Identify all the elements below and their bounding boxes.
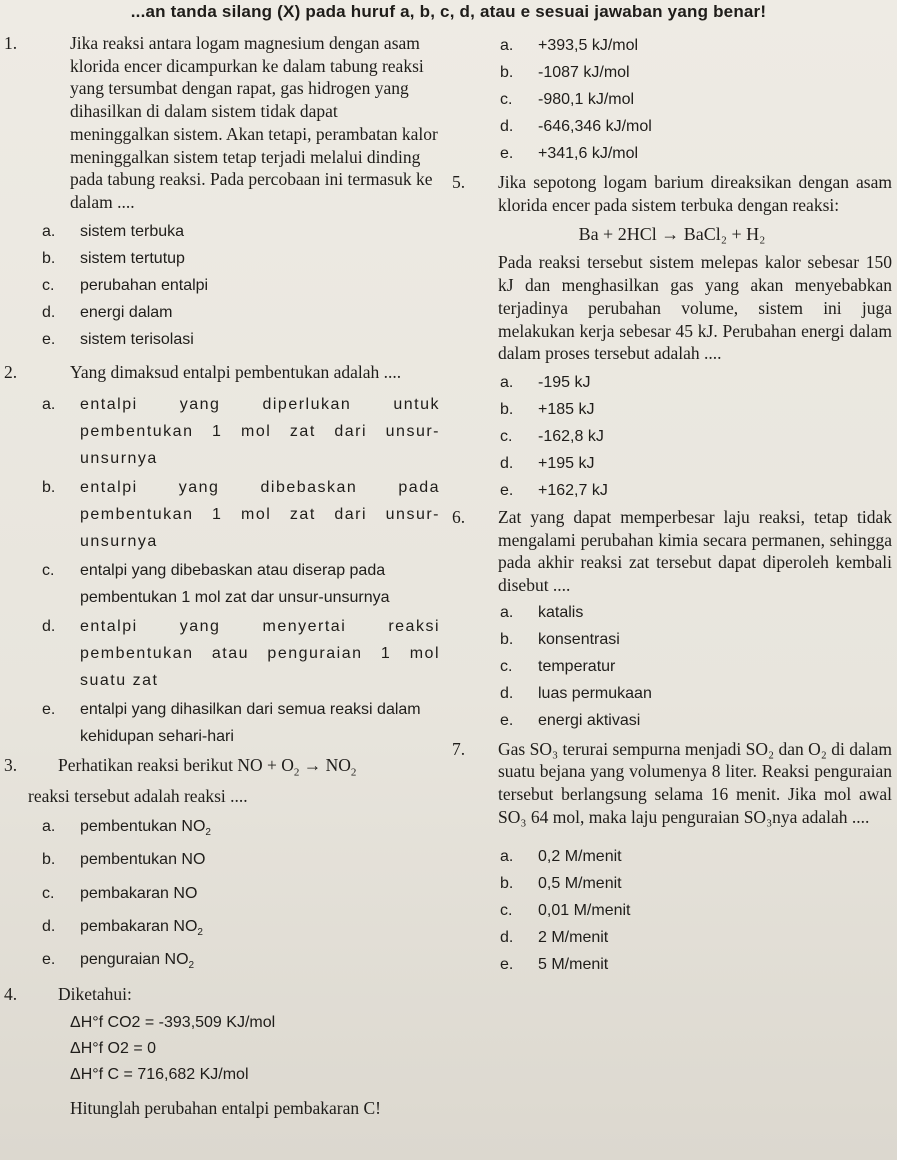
option-e[interactable]: e. penguraian $NO_2$ — [42, 950, 195, 972]
question-text: Diketahui: — [58, 984, 132, 1005]
option-a[interactable]: a. -195 kJ — [500, 373, 591, 391]
question-1 — [2, 32, 438, 214]
option-a[interactable]: a. sistem terbuka — [42, 222, 185, 240]
option-c[interactable]: c. temperatur — [500, 657, 616, 675]
question-number: 2. — [4, 361, 18, 382]
question-text: Zat yang dapat memperbesar laju reaksi, tetap tidak mengalami perubahan kimia secara permanen, sehingga pada akhir reaksi zat tersebut dapat diperoleh kembali disebut .... — [498, 506, 892, 596]
given-co2: ΔH°f CO2 = -393,509 KJ/mol — [70, 1013, 276, 1031]
question-4 — [2, 983, 438, 1006]
question-text-2: reaksi tersebut adalah reaksi .... — [28, 785, 248, 806]
question-number: 1. — [4, 33, 18, 53]
question-number: 7. — [452, 738, 466, 759]
option-a[interactable]: a. katalis — [500, 603, 584, 621]
question-5-text-2: Pada reaksi tersebut sistem melepas kalor sebesar 150 kJ dan menghasilkan gas yang akan menyebabkan terjadinya perubahan volume, sistem ini juga melakukan kerja sebesar 45 kJ. Perubahan energi dalam dalam proses tersebut adalah .... — [498, 252, 892, 364]
option-b[interactable]: b. konsentrasi — [500, 630, 620, 648]
option-a[interactable]: a. pembentukan $NO_2$ — [42, 818, 211, 839]
question-number: 4. — [4, 984, 18, 1005]
option-e[interactable]: e. entalpi yang dihasilkan dari semua reaksi dalam kehidupan sehari-hari — [42, 701, 421, 746]
option-b[interactable]: b. pembentukan NO — [42, 851, 206, 869]
option-a[interactable]: a. 0,2 M/menit — [500, 847, 622, 865]
q1-answer-c[interactable]: c. -980,1 kJ/mol — [500, 91, 635, 108]
option-c[interactable]: c. entalpi yang dibebaskan atau diserap pada pembentukan 1 mol zat dar unsur-unsurnya — [42, 562, 390, 607]
reaction-equation: Ba + 2HCl → BaCl₂ + H₂ — [578, 224, 766, 245]
question-text: Perhatikan reaksi berikut NO + $O_2 \to NO_2$ — [58, 755, 357, 779]
question-text: Gas SO₃ terurai sempurna menjadi SO₂ dan O₂ di dalam suatu bejana yang volumenya 8 liter. Reaksi penguraian tersebut berlangsung selama 16 menit. Jika mol awal SO₃ 64 mol, maka laju penguraian SO₃nya adalah .... — [498, 738, 892, 827]
option-c[interactable]: c. pembakaran NO — [42, 884, 198, 902]
option-e[interactable]: e. +162,7 kJ — [500, 481, 608, 499]
option-d[interactable]: d. entalpi yang menyertai reaksi pembentukan atau penguraian 1 mol suatu zat — [42, 618, 440, 690]
right-column — [452, 32, 892, 978]
option-d[interactable]: d. luas permukaan — [500, 684, 652, 702]
option-e[interactable]: e. energi aktivasi — [500, 711, 641, 729]
question-3 — [2, 754, 438, 807]
question-4-ask: Hitunglah perubahan entalpi pembakaran C! — [70, 1097, 382, 1118]
option-d[interactable]: d. energi dalam — [42, 303, 173, 321]
question-6 — [452, 506, 892, 597]
option-d[interactable]: d. 2 M/menit — [500, 928, 609, 946]
option-c[interactable]: c. -162,8 kJ — [500, 427, 604, 445]
left-column — [2, 32, 438, 1119]
option-e[interactable]: e. sistem terisolasi — [42, 330, 194, 348]
q1-answer-b[interactable]: b. -1087 kJ/mol — [500, 64, 630, 81]
instruction-header: ...an tanda silang (X) pada huruf a, b, c, d, atau e sesuai jawaban yang benar! — [130, 2, 767, 21]
question-2 — [2, 361, 438, 384]
option-d[interactable]: d. +195 kJ — [500, 454, 595, 472]
question-text: Yang dimaksud entalpi pembentukan adalah .... — [70, 361, 402, 382]
option-b[interactable]: b. sistem tertutup — [42, 249, 185, 267]
option-b[interactable]: b. entalpi yang dibebaskan pada pembentukan 1 mol zat dari unsur-unsurnya — [42, 479, 440, 551]
option-b[interactable]: b. +185 kJ — [500, 400, 595, 418]
question-number: 5. — [452, 172, 466, 192]
given-o2: ΔH°f O2 = 0 — [70, 1039, 157, 1057]
option-e[interactable]: e. 5 M/menit — [500, 955, 609, 973]
question-number: 3. — [4, 755, 18, 776]
q1-answer-d[interactable]: d. -646,346 kJ/mol — [500, 118, 652, 135]
option-d[interactable]: d. pembakaran $NO_2$ — [42, 917, 203, 938]
option-c[interactable]: c. perubahan entalpi — [42, 276, 209, 294]
q1-answer-e[interactable]: e. +341,6 kJ/mol — [500, 145, 639, 162]
question-text: Jika reaksi antara logam magnesium dengan asam klorida encer dicampurkan ke dalam tabung reaksi yang tersumbat dengan rapat, gas hidrogen yang dihasilkan di dalam sistem tidak dapat meninggalkan sistem. Akan tetapi, perambatan kalor meninggalkan sistem tetap terjadi melalui dinding pada tabung reaksi. Pada percobaan ini termasuk ke dalam .... — [70, 33, 438, 212]
question-text: Jika sepotong logam barium direaksikan dengan asam klorida encer pada sistem terbuka dengan reaksi: — [498, 172, 892, 215]
option-c[interactable]: c. 0,01 M/menit — [500, 901, 631, 919]
option-a[interactable]: a. entalpi yang diperlukan untuk pembentukan 1 mol zat dari unsur-unsurnya — [42, 396, 440, 468]
question-number: 6. — [452, 506, 466, 527]
question-7 — [452, 738, 892, 829]
question-5 — [452, 171, 892, 216]
given-c: ΔH°f C = 716,682 KJ/mol — [70, 1065, 249, 1083]
q1-answer-a[interactable]: a. +393,5 kJ/mol — [500, 37, 639, 54]
option-b[interactable]: b. 0,5 M/menit — [500, 874, 622, 892]
